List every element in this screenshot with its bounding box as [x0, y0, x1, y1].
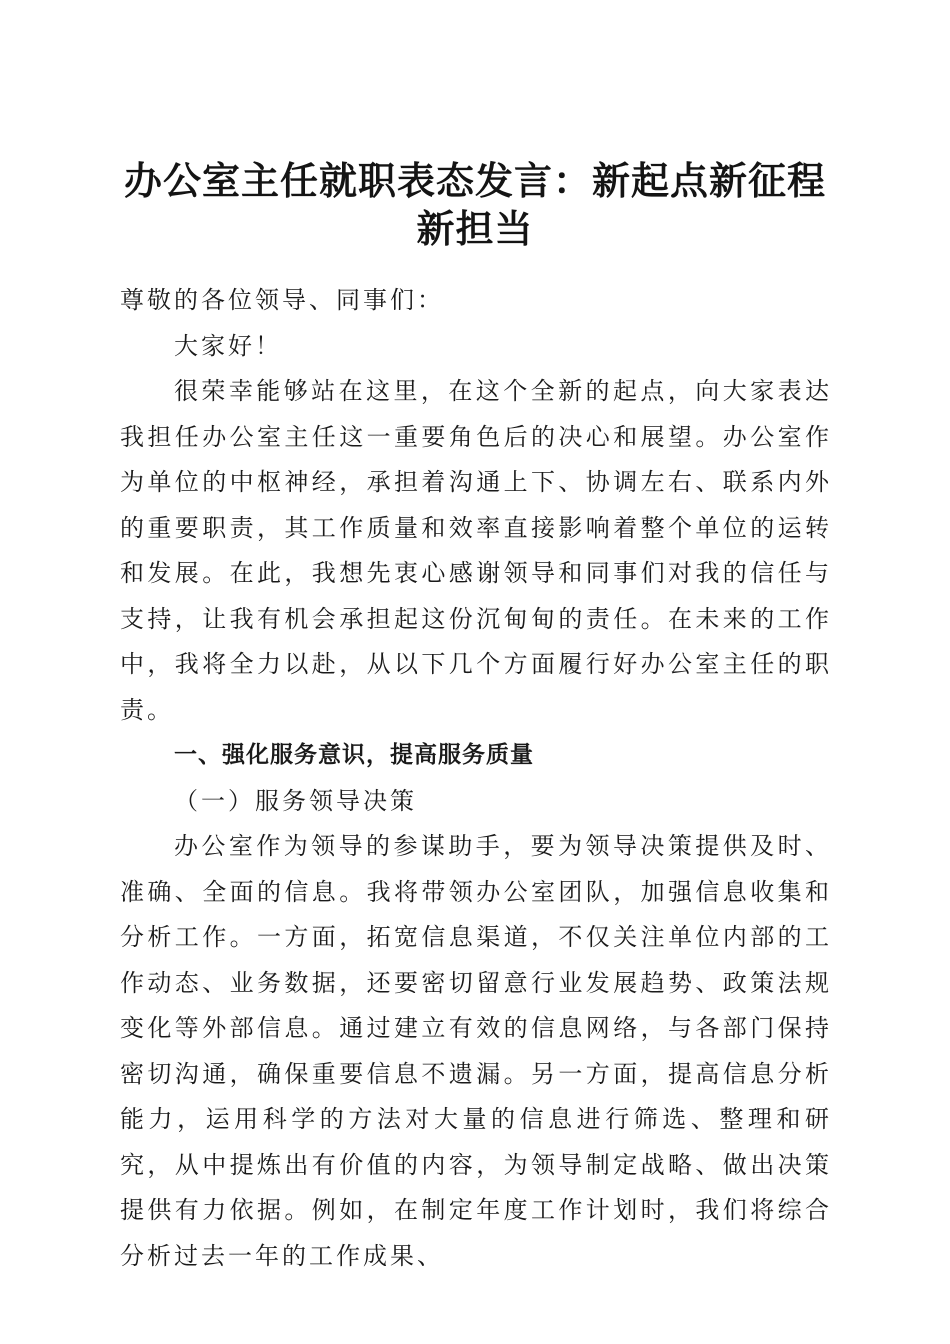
document-title: 办公室主任就职表态发言：新起点新征程新担当 — [123, 158, 826, 252]
salutation: 尊敬的各位领导、同事们： — [120, 286, 444, 314]
intro-paragraph: 很荣幸能够站在这里，在这个全新的起点，向大家表达我担任办公室主任这一重要角色后的决心和展望。办公室作为单位的中枢神经，承担着沟通上下、协调左右、联系内外的重要职责，其工作质量和效率直接影响着整个单位的运转和发展。在此，我想先衷心感谢领导和同事们对我的信任与支持，让我有机会承担起这份沉甸甸的责任。在未来的工作中，我将全力以赴，从以下几个方面履行好办公室主任的职责。 — [120, 377, 832, 724]
document-body — [120, 278, 832, 1279]
subsection-paragraph: 办公室作为领导的参谋助手，要为领导决策提供及时、准确、全面的信息。我将带领办公室团队，加强信息收集和分析工作。一方面，拓宽信息渠道，不仅关注单位内部的工作动态、业务数据，还要密切留意行业发展趋势、政策法规变化等外部信息。通过建立有效的信息网络，与各部门保持密切沟通，确保重要信息不遗漏。另一方面，提高信息分析能力，运用科学的方法对大量的信息进行筛选、整理和研究，从中提炼出有价值的内容，为领导制定战略、做出决策提供有力依据。例如，在制定年度工作计划时，我们将综合分析过去一年的工作成果、 — [120, 832, 832, 1270]
section-heading: 一、强化服务意识，提高服务质量 — [174, 742, 534, 768]
greeting: 大家好！ — [174, 331, 282, 360]
subsection-heading: （一）服务领导决策 — [174, 786, 417, 815]
